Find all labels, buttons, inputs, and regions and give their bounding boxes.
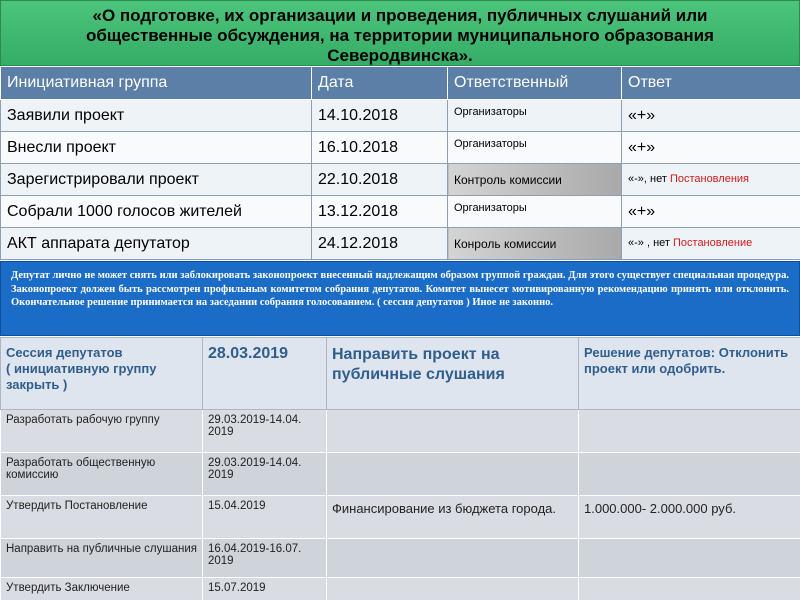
column-header-answer: Ответ (622, 67, 800, 100)
date-cell: 13.12.2018 (312, 196, 448, 228)
session-title-cell: Сессия депутатов ( инициативную группу закрыть ) (1, 338, 203, 410)
answer-cell: «+» (622, 132, 800, 164)
note-cell (327, 539, 579, 578)
table-row (1, 539, 800, 578)
responsible-cell: Организаторы (448, 196, 622, 228)
date-cell: 16.10.2018 (312, 132, 448, 164)
page-title: «О подготовке, их организации и проведения, публичных слушаний или общественные обсуждения, на территории муниципального образования Северодвинска». (0, 0, 800, 66)
answer-prefix: «-», нет (628, 173, 670, 185)
table-row (1, 132, 800, 164)
date-cell: 14.10.2018 (312, 100, 448, 132)
table-row (1, 496, 800, 539)
table-row (1, 100, 800, 132)
answer-missing-doc: Постановления (669, 173, 749, 185)
table-row (1, 164, 800, 196)
column-header-responsible: Ответственный (448, 67, 622, 100)
period-cell: 15.04.2019 (203, 496, 327, 539)
responsible-cell: Организаторы (448, 132, 622, 164)
table-row (1, 578, 800, 600)
session-decision-cell: Решение депутатов: Отклонить проект или одобрить. (579, 338, 800, 410)
note-cell (327, 578, 579, 600)
step-cell: Зарегистрировали проект (1, 164, 312, 196)
funding-cell: Финансирование из бюджета города. (327, 496, 579, 539)
answer-cell: «+» (622, 196, 800, 228)
responsible-cell: Конроль комиссии (448, 228, 622, 260)
date-cell: 24.12.2018 (312, 228, 448, 260)
table-row (1, 228, 800, 260)
column-header-date: Дата (312, 67, 448, 100)
answer-missing-doc: Постановление (673, 237, 753, 249)
session-date-cell: 28.03.2019 (203, 338, 327, 410)
answer-cell (622, 228, 800, 260)
extra-cell (579, 410, 800, 453)
task-cell: Разработать рабочую группу (1, 410, 203, 453)
step-cell: Собрали 1000 голосов жителей (1, 196, 312, 228)
task-cell: Утвердить Постановление (1, 496, 203, 539)
date-cell: 22.10.2018 (312, 164, 448, 196)
table-header-row (1, 67, 800, 100)
step-cell: АКТ аппарата депутатор (1, 228, 312, 260)
initiative-group-table (0, 66, 800, 260)
period-cell: 29.03.2019-14.04. 2019 (203, 410, 327, 453)
period-cell: 15.07.2019 (203, 578, 327, 600)
period-cell: 29.03.2019-14.04. 2019 (203, 453, 327, 496)
task-cell: Направить на публичные слушания (1, 539, 203, 578)
budget-amount-cell: 1.000.000- 2.000.000 руб. (579, 496, 800, 539)
table-row (1, 410, 800, 453)
note-cell (327, 453, 579, 496)
responsible-cell: Контроль комиссии (448, 164, 622, 196)
answer-cell: «+» (622, 100, 800, 132)
period-cell: 16.04.2019-16.07. 2019 (203, 539, 327, 578)
session-plan-table (0, 337, 800, 600)
extra-cell (579, 453, 800, 496)
step-cell: Внесли проект (1, 132, 312, 164)
responsible-cell: Организаторы (448, 100, 622, 132)
note-cell (327, 410, 579, 453)
session-header-row (1, 338, 800, 410)
task-cell: Разработать общественную комиссию (1, 453, 203, 496)
table-row (1, 196, 800, 228)
task-cell: Утвердить Заключение (1, 578, 203, 600)
answer-prefix: «-» , нет (628, 237, 673, 249)
session-action-cell: Направить проект на публичные слушания (327, 338, 579, 410)
table-row (1, 453, 800, 496)
extra-cell (579, 578, 800, 600)
column-header-initiative-group: Инициативная группа (1, 67, 312, 100)
deputy-procedure-notice: Депутат лично не может снять или заблокировать законопроект внесенный надлежащим образом группой граждан. Для этого существует специальная процедура. Законопроект должен быть рассмотрен профильным комитетом собрания депутатов. Комитет вынесет мотивированную рекомендацию принять или отклонить. Окончательное решение принимается на заседании собрания голосованием. ( сессия депутатов ) Иное не законно. (0, 261, 800, 336)
answer-cell (622, 164, 800, 196)
step-cell: Заявили проект (1, 100, 312, 132)
extra-cell (579, 539, 800, 578)
